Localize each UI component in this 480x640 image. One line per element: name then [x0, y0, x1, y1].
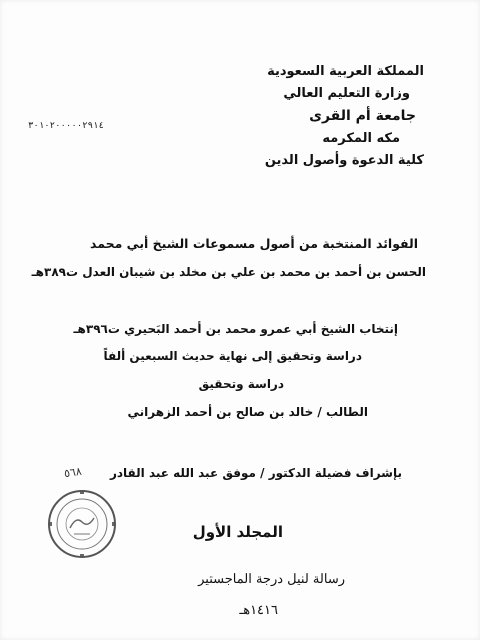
header-ministry: وزارة التعليم العالي	[283, 86, 410, 101]
header-city: مكه المكرمه	[322, 131, 400, 146]
header-university: جامعة أم القرى	[309, 108, 416, 124]
degree-line: رسالة لنيل درجة الماجستير	[198, 572, 345, 587]
study-label: دراسة وتحقيق	[198, 377, 284, 391]
catalog-number: ٣٠١٠٢٠٠٠٠٠٢٩١٤	[28, 121, 104, 131]
year-line: ١٤١٦هـ	[239, 603, 278, 618]
header-country: المملكة العربية السعودية	[267, 64, 424, 79]
selection-line: إنتخاب الشيخ أبي عمرو محمد بن أحمد البَحيري ت٣٩٦هـ	[73, 322, 398, 336]
student-name: الطالب / خالد بن صالح بن أحمد الزهراني	[127, 405, 368, 419]
university-stamp-icon	[46, 488, 118, 560]
supervisor-line: بإشراف فضيلة الدكتور / موفق عبد الله عبد القادر	[109, 466, 402, 480]
study-range-line: دراسة وتحقيق إلى نهاية حديث السبعين ألفاً	[103, 349, 362, 363]
title-line-2: الحسن بن أحمد بن محمد بن علي بن مخلد بن شيبان العدل ت٣٨٩هـ	[31, 265, 426, 279]
title-line-1: الفوائد المنتخبة من أصول مسموعات الشيخ أبي محمد	[89, 236, 418, 251]
header-faculty: كلية الدعوة وأصول الدين	[264, 153, 424, 168]
handwritten-number: ٥٦٨	[63, 464, 83, 481]
volume-label: المجلد الأول	[192, 523, 283, 541]
